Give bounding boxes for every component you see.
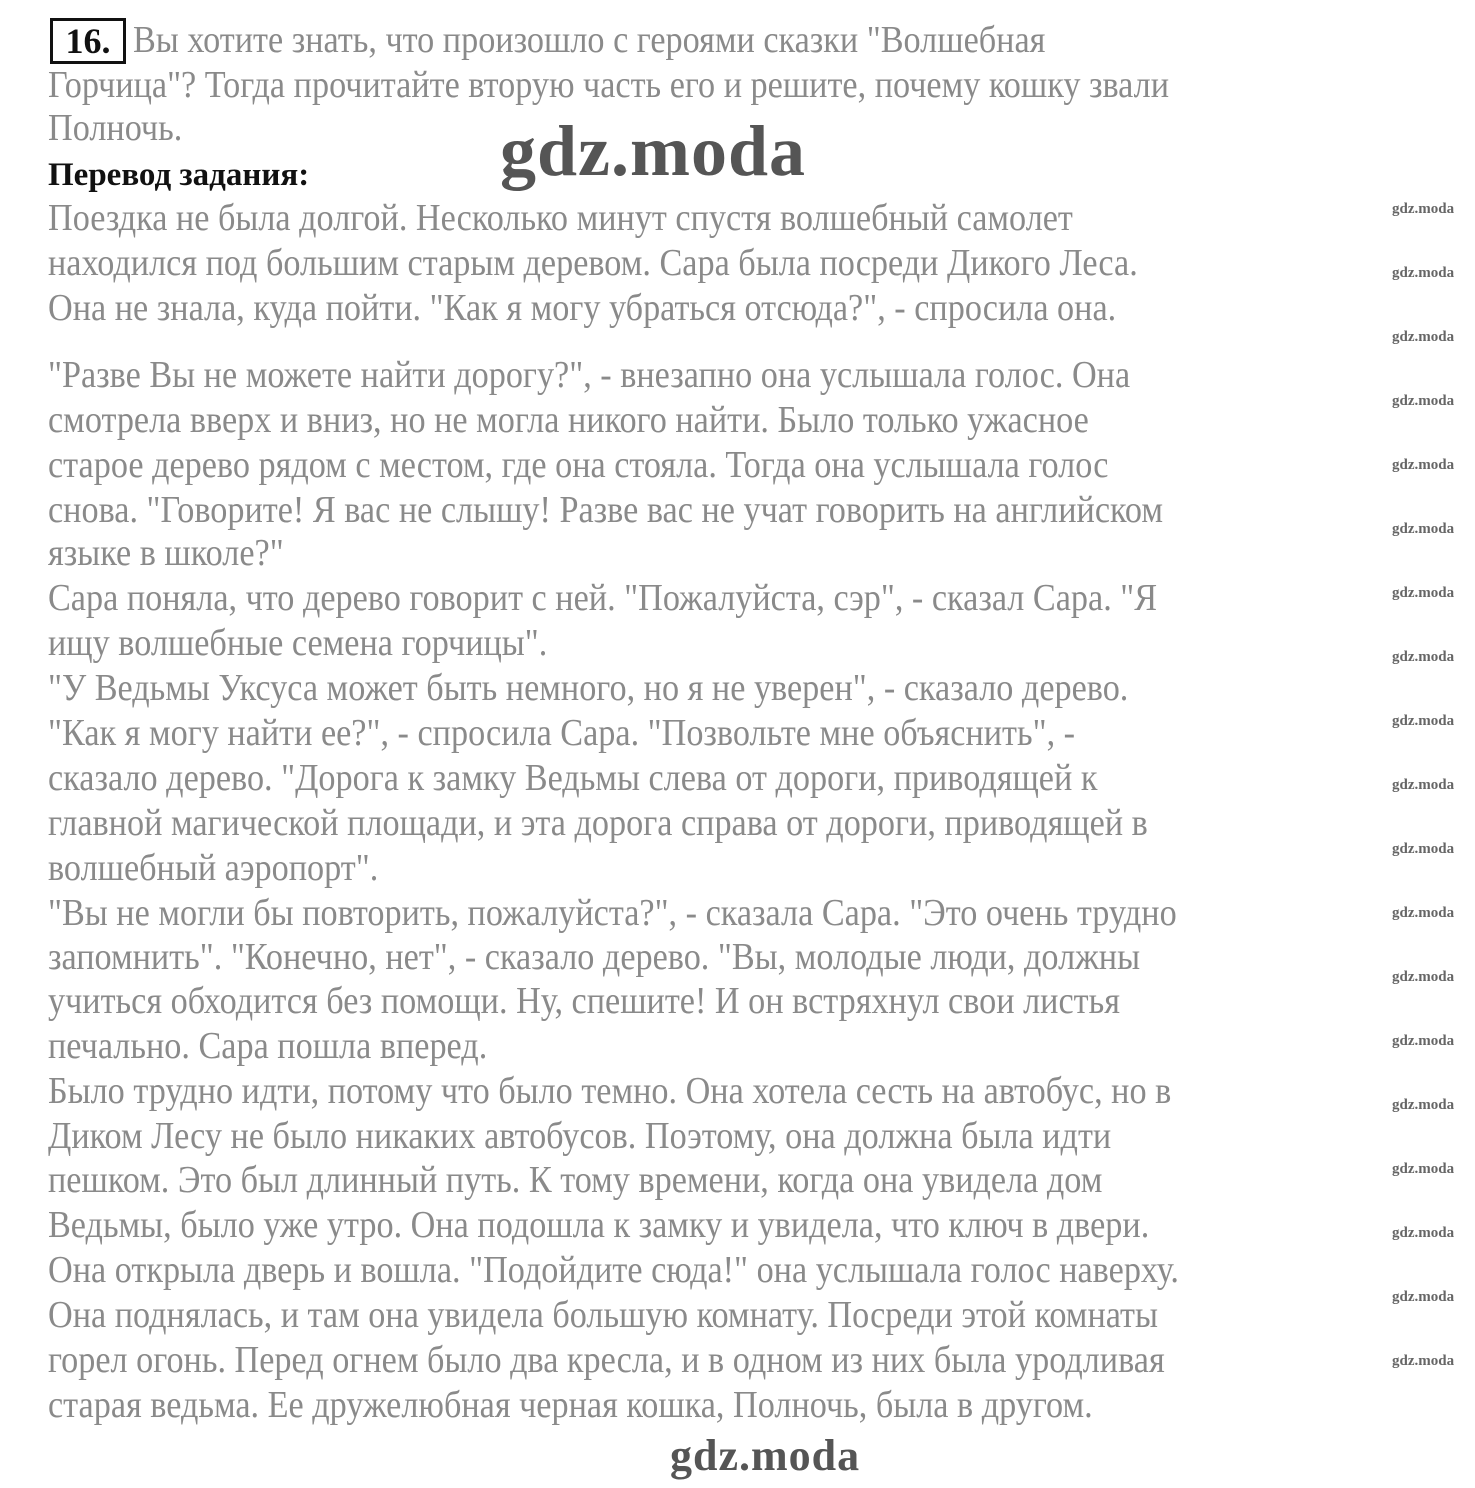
- text-line: смотрела вверх и вниз, но не могла никого найти. Было только ужасное: [48, 399, 1089, 441]
- watermark-small: gdz.moda: [1392, 1225, 1455, 1241]
- text-line: ищу волшебные семена горчицы".: [48, 622, 548, 664]
- watermark-small: gdz.moda: [1392, 457, 1455, 473]
- watermark-small: gdz.moda: [1392, 905, 1455, 921]
- text-line: старое дерево рядом с местом, где она стояла. Тогда она услышала голос: [48, 444, 1109, 486]
- watermark-small: gdz.moda: [1392, 1033, 1455, 1049]
- watermark-small: gdz.moda: [1392, 969, 1455, 985]
- watermark-small: gdz.moda: [1392, 1289, 1455, 1305]
- text-line: Диком Лесу не было никаких автобусов. Поэтому, она должна была идти: [48, 1115, 1112, 1157]
- watermark-small: gdz.moda: [1392, 201, 1455, 217]
- text-line: Она не знала, куда пойти. "Как я могу убраться отсюда?", - спросила она.: [48, 287, 1117, 329]
- text-line: Поездка не была долгой. Несколько минут спустя волшебный самолет: [48, 197, 1073, 239]
- watermark-small: gdz.moda: [1392, 393, 1455, 409]
- text-line: Она открыла дверь и вошла. "Подойдите сюда!" она услышала голос наверху.: [48, 1249, 1179, 1291]
- watermark-large: gdz.moda: [500, 111, 807, 191]
- watermark-small: gdz.moda: [1392, 777, 1455, 793]
- text-line: главной магической площади, и эта дорога справа от дороги, приводящей в: [48, 802, 1148, 844]
- watermark-large: gdz.moda: [670, 1431, 861, 1480]
- watermark-small: gdz.moda: [1392, 713, 1455, 729]
- text-line: пешком. Это был длинный путь. К тому времени, когда она увидела дом: [48, 1159, 1103, 1201]
- watermark-small: gdz.moda: [1392, 265, 1455, 281]
- text-line: учиться обходится без помощи. Ну, спешите! И он встряхнул свои листья: [48, 980, 1120, 1022]
- text-line: "Вы не могли бы повторить, пожалуйста?", - сказала Сара. "Это очень трудно: [48, 892, 1177, 934]
- text-line: Сара поняла, что дерево говорит с ней. "Пожалуйста, сэр", - сказал Сара. "Я: [48, 577, 1158, 619]
- text-line: находился под большим старым деревом. Сара была посреди Дикого Леса.: [48, 242, 1138, 284]
- text-line: Она поднялась, и там она увидела большую комнату. Посреди этой комнаты: [48, 1294, 1158, 1336]
- text-line: Было трудно идти, потому что было темно. Она хотела сесть на автобус, но в: [48, 1070, 1172, 1112]
- text-line: "Разве Вы не можете найти дорогу?", - внезапно она услышала голос. Она: [48, 354, 1131, 396]
- watermark-small: gdz.moda: [1392, 841, 1455, 857]
- watermark-small: gdz.moda: [1392, 649, 1455, 665]
- text-line: волшебный аэропорт".: [48, 847, 379, 889]
- text-line: Вы хотите знать, что произошло с героями сказки "Волшебная: [133, 19, 1046, 61]
- watermark-small: gdz.moda: [1392, 521, 1455, 537]
- text-line: печально. Сара пошла вперед.: [48, 1025, 488, 1067]
- text-line: горел огонь. Перед огнем было два кресла, и в одном из них была уродливая: [48, 1339, 1165, 1381]
- text-line: сказало дерево. "Дорога к замку Ведьмы слева от дороги, приводящей к: [48, 757, 1098, 799]
- watermark-small: gdz.moda: [1392, 1353, 1455, 1369]
- watermark-small: gdz.moda: [1392, 1161, 1455, 1177]
- translation-heading: Перевод задания:: [48, 157, 310, 193]
- watermark-small: gdz.moda: [1392, 1097, 1455, 1113]
- watermark-small: gdz.moda: [1392, 585, 1455, 601]
- text-line: Горчица"? Тогда прочитайте вторую часть его и решите, почему кошку звали: [48, 64, 1170, 106]
- text-line: Полночь.: [48, 107, 183, 149]
- text-line: старая ведьма. Ее дружелюбная черная кошка, Полночь, была в другом.: [48, 1384, 1093, 1426]
- text-line: запомнить". "Конечно, нет", - сказало дерево. "Вы, молодые люди, должны: [48, 936, 1141, 978]
- text-line: снова. "Говорите! Я вас не слышу! Разве вас не учат говорить на английском: [48, 489, 1164, 531]
- watermark-small: gdz.moda: [1392, 329, 1455, 345]
- text-line: "Как я могу найти ее?", - спросила Сара. "Позвольте мне объяснить", -: [48, 712, 1076, 754]
- text-line: Ведьмы, было уже утро. Она подошла к замку и увидела, что ключ в двери.: [48, 1204, 1150, 1246]
- task-number: 16.: [50, 18, 126, 64]
- text-line: "У Ведьмы Уксуса может быть немного, но я не уверен", - сказало дерево.: [48, 667, 1129, 709]
- text-line: языке в школе?": [48, 532, 284, 574]
